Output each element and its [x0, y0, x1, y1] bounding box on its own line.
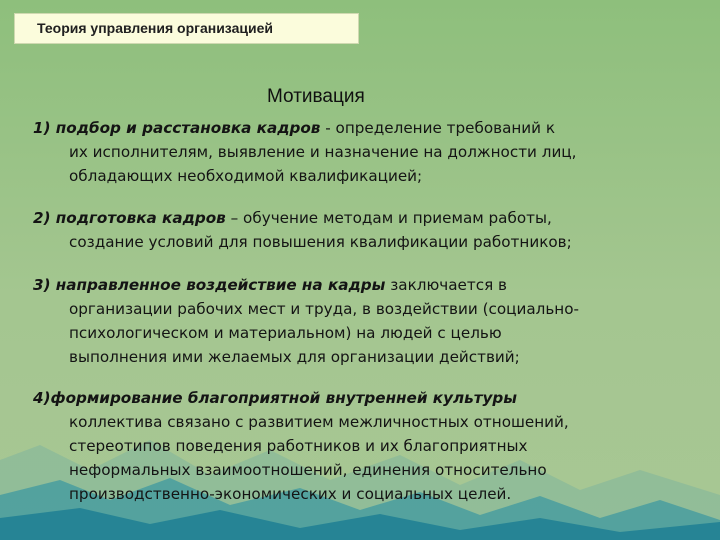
item-rest: заключается в — [385, 276, 508, 294]
item-first-line — [33, 273, 713, 297]
list-item — [33, 386, 713, 506]
item-line: их исполнителям, выявление и назначение на должности лиц, — [69, 143, 577, 161]
item-first-line — [33, 116, 713, 140]
item-line: выполнения ими желаемых для организации действий; — [69, 348, 520, 366]
item-first-line — [33, 386, 713, 410]
item-line: коллектива связано с развитием межличностных отношений, — [69, 413, 569, 431]
item-line: психологическом и материальном) на людей с целью — [69, 324, 502, 342]
item-line: производственно-экономических и социальных целей. — [69, 485, 512, 503]
item-lead: 3) направленное воздействие на кадры — [33, 276, 386, 294]
slide-title: Мотивация — [267, 86, 365, 107]
item-line: стереотипов поведения работников и их благоприятных — [69, 437, 528, 455]
item-first-line — [33, 206, 713, 230]
content-body — [33, 116, 713, 506]
item-line: организации рабочих мест и труда, в воздействии (социально- — [69, 300, 580, 318]
list-item — [33, 273, 713, 369]
list-item — [33, 116, 713, 188]
item-line: обладающих необходимой квалификацией; — [69, 167, 423, 185]
item-line: создание условий для повышения квалификации работников; — [69, 233, 572, 251]
item-rest: - определение требований к — [320, 119, 556, 137]
item-lead: 2) подготовка кадров — [33, 209, 226, 227]
item-line: неформальных взаимоотношений, единения относительно — [69, 461, 547, 479]
item-lead: 1) подбор и расстановка кадров — [33, 119, 321, 137]
item-rest: – обучение методам и приемам работы, — [225, 209, 552, 227]
item-lead: 4)формирование благоприятной внутренней культуры — [33, 389, 518, 407]
list-item — [33, 206, 713, 254]
header-box — [14, 13, 359, 44]
header-title: Теория управления организацией — [37, 20, 273, 36]
